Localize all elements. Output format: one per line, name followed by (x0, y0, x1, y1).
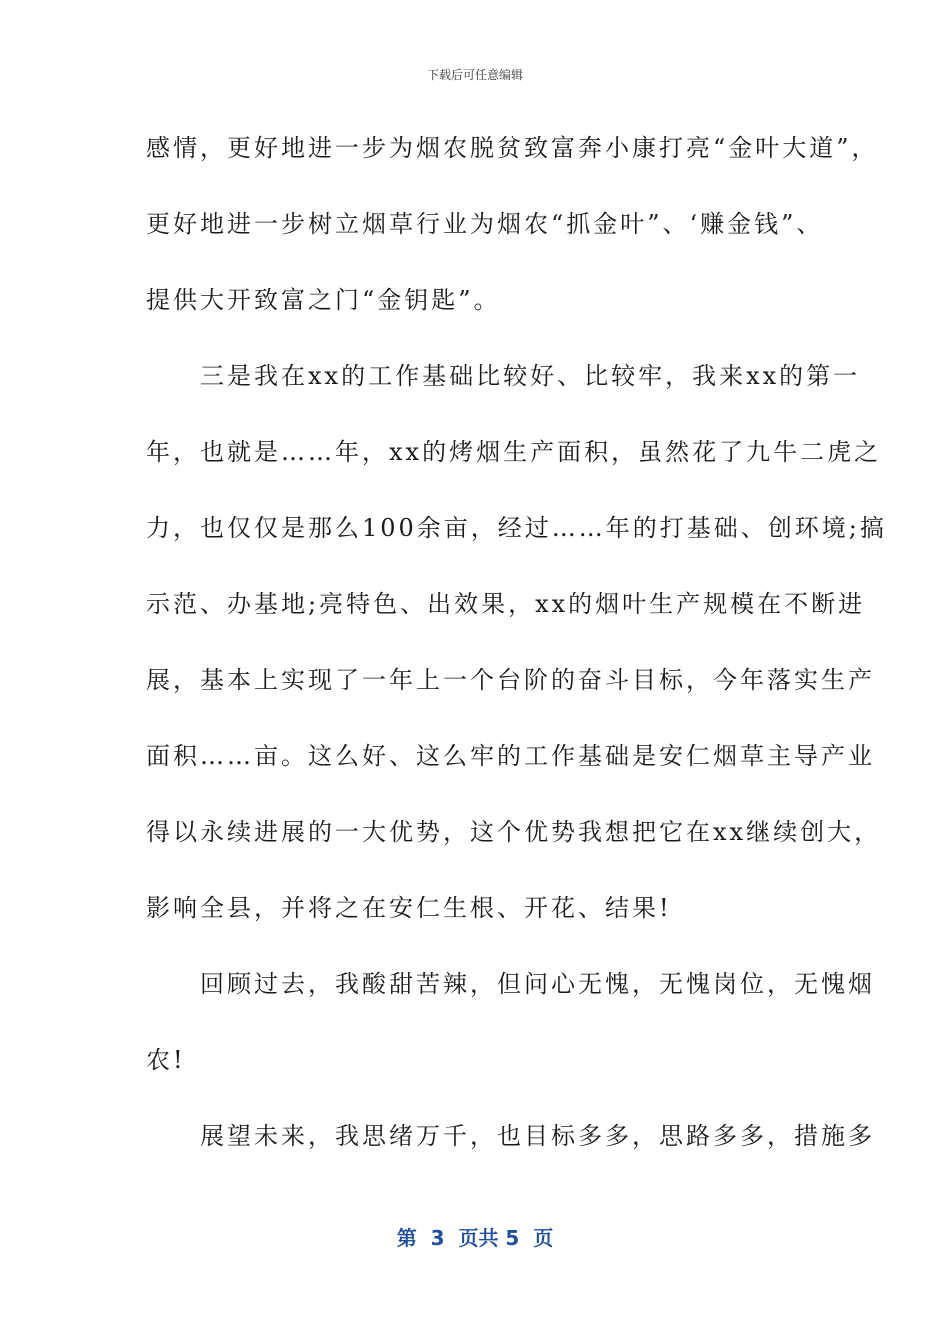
body-line: 年，也就是……年，xx的烤烟生产面积，虽然花了九牛二虎之 (146, 438, 882, 466)
body-line: 力，也仅仅是那么100余亩，经过……年的打基础、创环境;搞 (146, 514, 887, 542)
body-line: 面积……亩。这么好、这么牢的工作基础是安仁烟草主导产业 (146, 742, 875, 770)
document-body (146, 118, 887, 1182)
body-line: 三是我在xx的工作基础比较好、比较牢，我来xx的第一 (146, 362, 861, 390)
body-line: 农! (146, 1046, 186, 1074)
download-edit-note: 下载后可任意编辑 (426, 68, 523, 82)
body-line: 感情，更好地进一步为烟农脱贫致富奔小康打亮“金叶大道”， (146, 134, 879, 162)
body-line: 展望未来，我思绪万千，也目标多多，思路多多，措施多 (146, 1122, 875, 1150)
page-number-footer: 第 3 页共 5 页 (396, 1226, 554, 1250)
body-line: 回顾过去，我酸甜苦辣，但问心无愧，无愧岗位，无愧烟 (146, 970, 875, 998)
body-line: 提供大开致富之门“金钥匙”。 (146, 286, 501, 314)
body-line: 影响全县，并将之在安仁生根、开花、结果! (146, 894, 672, 922)
body-line: 示范、办基地;亮特色、出效果，xx的烟叶生产规模在不断进 (146, 590, 866, 618)
body-line: 展，基本上实现了一年上一个台阶的奋斗目标，今年落实生产 (146, 666, 875, 694)
body-line: 得以永续进展的一大优势，这个优势我想把它在xx继续创大， (146, 818, 882, 846)
body-line: 更好地进一步树立烟草行业为烟农“抓金叶”、‘赚金钱”、 (146, 210, 824, 238)
